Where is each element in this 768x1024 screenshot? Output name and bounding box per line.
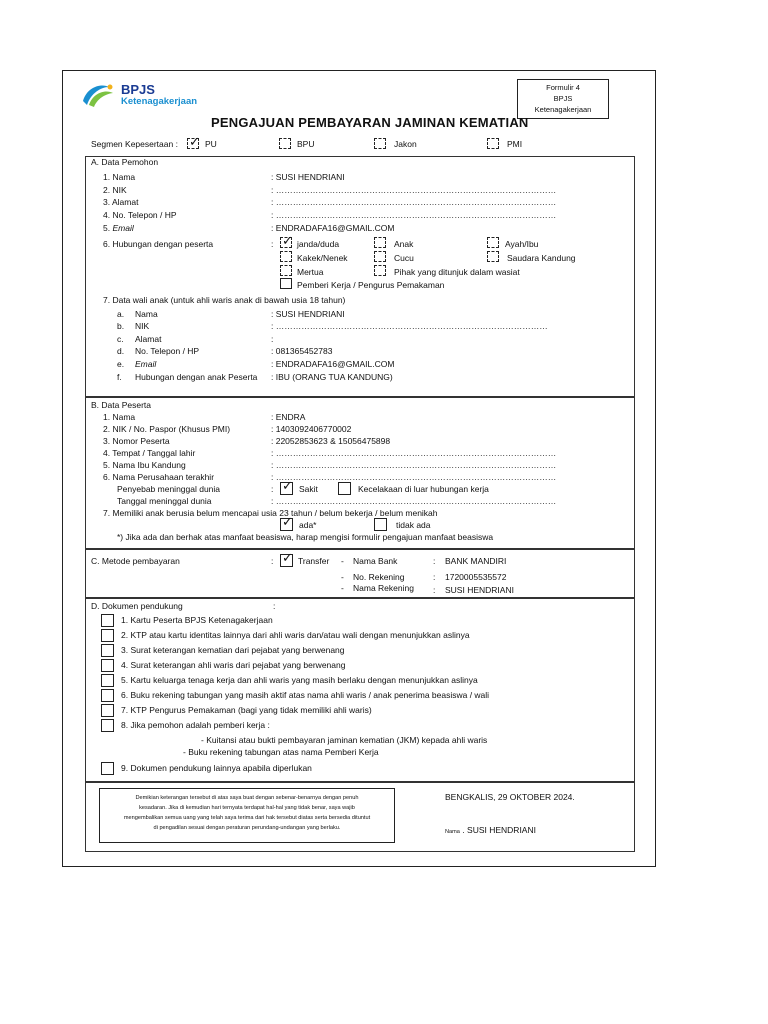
bpjs-logo (79, 81, 219, 109)
declaration-box (99, 788, 395, 843)
b-ttl-value[interactable]: : ……………………………………………………………………………………… (271, 448, 557, 458)
a-alamat-value[interactable]: : ……………………………………………………………………………………… (271, 197, 557, 207)
doc-3-label: 3. Surat keterangan kematian dari pejabat yang berwenang (121, 645, 345, 655)
a-hubungan-colon: : (271, 239, 274, 249)
a-nik-value[interactable]: : ……………………………………………………………………………………… (271, 185, 557, 195)
a-telepon-label: 4. No. Telepon / HP (103, 210, 177, 220)
form-page (62, 70, 656, 867)
doc-8-checkbox[interactable] (101, 719, 114, 732)
doc-2-checkbox[interactable] (101, 629, 114, 642)
sakit-label: Sakit (299, 484, 318, 494)
hub-wasiat-label: Pihak yang ditunjuk dalam wasiat (394, 267, 520, 277)
wali-b-letter: b. (117, 321, 125, 331)
segmen-bpu-label: BPU (297, 139, 315, 149)
kecelakaan-label: Kecelakaan di luar hubungan kerja (358, 484, 489, 494)
wali-alamat-label: Alamat (135, 334, 162, 344)
doc-1-checkbox[interactable] (101, 614, 114, 627)
form-title: PENGAJUAN PEMBAYARAN JAMINAN KEMATIAN (211, 115, 529, 130)
hub-anak-label: Anak (394, 239, 414, 249)
declaration-line-4: di pengadilan sesuai dengan peraturan perundang-undangan yang berlaku. (153, 825, 341, 831)
doc-6-label: 6. Buku rekening tabungan yang masih aktif atas nama ahli waris / anak penerima beasiswa / wali (121, 690, 490, 700)
form-number-box (517, 79, 609, 119)
doc-3-checkbox[interactable] (101, 644, 114, 657)
rekening-value[interactable]: 1720005535572 (445, 572, 507, 582)
place-date[interactable]: BENGKALIS, 29 OKTOBER 2024. (445, 792, 575, 802)
ada-checkbox[interactable]: ✓ (282, 514, 293, 529)
b-tanggal-value[interactable]: : ……………………………………………………………………………………… (271, 496, 557, 506)
wali-nama-value[interactable]: : SUSI HENDRIANI (271, 309, 345, 319)
hub-ayah-checkbox[interactable] (487, 237, 499, 248)
wali-c-letter: c. (117, 334, 124, 344)
signer-name (445, 825, 536, 835)
nama-rekening-label: Nama Rekening (353, 583, 414, 593)
c-colon: : (271, 556, 274, 566)
a-alamat-label: 3. Alamat (103, 197, 139, 207)
signer-name-value[interactable]: . SUSI HENDRIANI (462, 825, 536, 835)
wali-f-letter: f. (117, 372, 122, 382)
hub-ayah-label: Ayah/Ibu (505, 239, 539, 249)
wali-email-label: Email (135, 359, 157, 369)
hub-cucu-label: Cucu (394, 253, 414, 263)
a-email-value[interactable]: : ENDRADAFA16@GMAIL.COM (271, 223, 395, 233)
doc-4-label: 4. Surat keterangan ahli waris dari pejabat yang berwenang (121, 660, 346, 670)
doc-8-label: 8. Jika pemohon adalah pemberi kerja : (121, 720, 270, 730)
logo-main-text: BPJS (121, 82, 155, 97)
b-perusahaan-label: 6. Nama Perusahaan terakhir (103, 472, 215, 482)
b-beasiswa-note: *) Jika ada dan berhak atas manfaat beasiswa, harap mengisi formulir pengajuan manfaat beasiswa (117, 532, 494, 542)
wali-hubungan-label: Hubungan dengan anak Peserta (135, 372, 258, 382)
hub-pemberi-kerja-label: Pemberi Kerja / Pengurus Pemakaman (297, 280, 445, 290)
transfer-checkbox[interactable]: ✓ (282, 550, 293, 565)
b-nama-value[interactable]: : ENDRA (271, 412, 306, 422)
segmen-jakon-checkbox[interactable] (374, 138, 386, 149)
hub-anak-checkbox[interactable] (374, 237, 386, 248)
a-email-word: Email (112, 223, 134, 233)
a-nama-label: 1. Nama (103, 172, 136, 182)
wali-email-value[interactable]: : ENDRADAFA16@GMAIL.COM (271, 359, 395, 369)
hub-pemberi-kerja-checkbox[interactable] (280, 278, 292, 289)
a-email-label (103, 223, 134, 233)
ada-label: ada* (299, 520, 317, 530)
b-nik-label: 2. NIK / No. Paspor (Khusus PMI) (103, 424, 231, 434)
signer-name-label: Nama (445, 829, 460, 835)
b-nik-value[interactable]: : 1403092406770002 (271, 424, 352, 434)
hub-janda-label: janda/duda (297, 239, 340, 249)
wali-nik-label: NIK (135, 321, 150, 331)
segmen-pmi-label: PMI (507, 139, 523, 149)
declaration-line-2: kesadaran. Jika di kemudian hari ternyata terdapat hal-hal yang tidak benar, saya wajib (139, 805, 355, 811)
hub-mertua-checkbox[interactable] (280, 265, 292, 276)
a-hubungan-label: 6. Hubungan dengan peserta (103, 239, 214, 249)
doc-9-label: 9. Dokumen pendukung lainnya apabila diperlukan (121, 763, 312, 773)
a-nama-value[interactable]: : SUSI HENDRIANI (271, 172, 345, 182)
b-perusahaan-value[interactable]: : ……………………………………………………………………………………… (271, 472, 557, 482)
rekening-colon: : (433, 572, 436, 582)
doc-9-checkbox[interactable] (101, 762, 114, 775)
doc-7-checkbox[interactable] (101, 704, 114, 717)
b-penyebab-colon: : (271, 484, 274, 494)
bank-label: Nama Bank (353, 556, 398, 566)
b-nomor-value[interactable]: : 22052853623 & 15056475898 (271, 436, 391, 446)
wali-heading: 7. Data wali anak (untuk ahli waris anak di bawah usia 18 tahun) (103, 295, 346, 305)
doc-8-sub-2: - Buku rekening tabungan atas nama Pemberi Kerja (183, 747, 379, 757)
form-line-2: BPJS (553, 94, 573, 103)
wali-telepon-label: No. Telepon / HP (135, 346, 200, 356)
a-email-number: 5. (103, 223, 111, 233)
tidak-ada-label: tidak ada (396, 520, 431, 530)
form-line-1: Formulir 4 (546, 83, 580, 92)
wali-hubungan-value[interactable]: : IBU (ORANG TUA KANDUNG) (271, 372, 393, 382)
hub-janda-checkbox[interactable]: ✓ (282, 233, 293, 248)
d-colon: : (273, 601, 276, 611)
wali-telepon-value[interactable]: : 081365452783 (271, 346, 333, 356)
section-c-heading: C. Metode pembayaran (91, 556, 180, 566)
nama-rekening-value[interactable]: SUSI HENDRIANI (445, 585, 514, 595)
wali-nik-value[interactable]: : …………………………………………………………………………………… (271, 321, 548, 331)
wali-e-letter: e. (117, 359, 125, 369)
kecelakaan-checkbox[interactable] (338, 482, 351, 495)
segmen-pmi-checkbox[interactable] (487, 138, 499, 149)
segmen-label: Segmen Kepesertaan : (91, 139, 178, 149)
hub-kakek-label: Kakek/Nenek (297, 253, 348, 263)
nama-rekening-colon: : (433, 585, 436, 595)
hub-saudara-checkbox[interactable] (487, 251, 499, 262)
form-line-3: Ketenagakerjaan (534, 105, 592, 114)
declaration-line-3: mengembalikan semua uang yang telah saya terima dari hak tersebut diatas serta bersedia dituntut (123, 815, 371, 821)
b-penyebab-label: Penyebab meninggal dunia (117, 484, 221, 494)
doc-7-label: 7. KTP Pengurus Pemakaman (bagi yang tidak memiliki ahli waris) (121, 705, 372, 715)
a-nik-label: 2. NIK (103, 185, 127, 195)
transfer-label: Transfer (298, 556, 330, 566)
hub-wasiat-checkbox[interactable] (374, 265, 386, 276)
segmen-jakon-label: Jakon (394, 139, 417, 149)
rekening-label: No. Rekening (353, 572, 405, 582)
b-ttl-label: 4. Tempat / Tanggal lahir (103, 448, 196, 458)
logo-sub-text: Ketenagakerjaan (121, 96, 198, 107)
segmen-pu-checkbox[interactable]: ✓ (189, 134, 200, 149)
hub-mertua-label: Mertua (297, 267, 324, 277)
bank-value-colon: : (433, 556, 436, 566)
bank-value[interactable]: BANK MANDIRI (445, 556, 507, 566)
declaration-line-1: Demikian keterangan tersebut di atas saya buat dengan sebenar-benarnya dengan penuh (135, 795, 359, 801)
section-b-heading: B. Data Peserta (91, 400, 152, 410)
doc-6-checkbox[interactable] (101, 689, 114, 702)
hub-kakek-checkbox[interactable] (280, 251, 292, 262)
hub-cucu-checkbox[interactable] (374, 251, 386, 262)
c-dash-1: - (341, 556, 344, 566)
wali-d-letter: d. (117, 346, 125, 356)
b-nomor-label: 3. Nomor Peserta (103, 436, 170, 446)
a-telepon-value[interactable]: : ……………………………………………………………………………………… (271, 210, 557, 220)
c-dash-2: - (341, 572, 344, 582)
segmen-bpu-checkbox[interactable] (279, 138, 291, 149)
b-nama-label: 1. Nama (103, 412, 136, 422)
section-a-heading: A. Data Pemohon (91, 157, 159, 167)
b-ibu-label: 5. Nama Ibu Kandung (103, 460, 186, 470)
sakit-checkbox[interactable]: ✓ (282, 478, 293, 493)
bpjs-logo-icon (79, 81, 117, 109)
c-dash-3: - (341, 583, 344, 593)
b-anak-question: 7. Memiliki anak berusia belum mencapai usia 23 tahun / belum bekerja / belum menikah (103, 508, 438, 518)
segmen-pu-label: PU (205, 139, 217, 149)
tidak-ada-checkbox[interactable] (374, 518, 387, 531)
doc-4-checkbox[interactable] (101, 659, 114, 672)
wali-alamat-value[interactable]: : (271, 334, 274, 344)
doc-5-label: 5. Kartu keluarga tenaga kerja dan ahli waris yang masih berlaku dengan menunjukkan aslinya (121, 675, 478, 685)
doc-8-sub-1: - Kuitansi atau bukti pembayaran jaminan kematian (JKM) kepada ahli waris (201, 735, 488, 745)
doc-5-checkbox[interactable] (101, 674, 114, 687)
b-tanggal-label: Tanggal meninggal dunia (117, 496, 212, 506)
wali-nama-label: Nama (135, 309, 158, 319)
doc-1-label: 1. Kartu Peserta BPJS Ketenagakerjaan (121, 615, 273, 625)
doc-2-label: 2. KTP atau kartu identitas lainnya dari ahli waris dan/atau wali dengan menunjukkan aslinya (121, 630, 470, 640)
wali-a-letter: a. (117, 309, 125, 319)
hub-saudara-label: Saudara Kandung (507, 253, 576, 263)
b-ibu-value[interactable]: : ……………………………………………………………………………………… (271, 460, 557, 470)
section-d-heading: D. Dokumen pendukung (91, 601, 183, 611)
